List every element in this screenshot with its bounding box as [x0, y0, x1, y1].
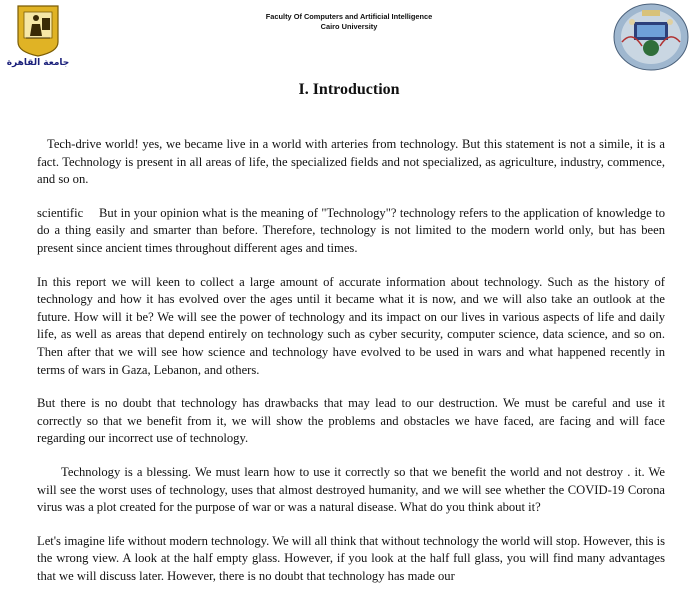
paragraph-2-text: But in your opinion what is the meaning of "Technology"? technology refers to the application of knowledge to do a thing easily and smarter than before. Therefore, technology is not limited to the modern world only, but has been present since ancient times throughout different ages and times. — [37, 205, 665, 255]
body-text — [37, 136, 665, 601]
paragraph-3: In this report we will keen to collect a large amount of accurate information about technology. Such as the history of technology and how it has evolved over the ages until it became what it is now, and we will also take an outlook at the future. How will it be? We will see the power of technology and its impact on our lives in various aspects of life and daily life, as well as areas that depend entirely on technology such as cyber security, computer science, data science, and so on. Then after that we will see how science and technology have evolved to be used in wars and what happened recently in terms of wars in Gaza, Lebanon, and others. — [37, 274, 665, 377]
faculty-line: Faculty Of Computers and Artificial Intelligence — [265, 12, 433, 21]
document-header — [0, 0, 698, 75]
paragraph-6: Let's imagine life without modern technology. We will all think that without technology the world will stop. However, this is the wrong view. A look at the half empty glass. However, if you look at the half full glass, you will find many advantages that we will discuss later. However, there is no doubt that technology has made our — [37, 533, 665, 583]
cairo-university-logo — [6, 4, 70, 68]
logo-caption: جامعة القاهرة — [6, 58, 70, 68]
faculty-logo — [612, 2, 690, 72]
paragraph-2-lead: scientific — [37, 205, 84, 220]
paragraph-5: Technology is a blessing. We must learn how to use it correctly so that we benefit the world and not destroy . it. We will see the worst uses of technology, uses that almost destroyed humanity, and we will see whether the COVID-19 Corona virus was a plot created for the purpose of war or was a natural disease. What do you think about it? — [37, 464, 665, 515]
paragraph-1: Tech-drive world! yes, we became live in a world with arteries from technology. But this statement is not a simile, it is a fact. Technology is present in all areas of life, the specialized fields and not specialized, as agriculture, industry, commence, and so on. — [37, 137, 665, 187]
section-title: I. Introduction — [298, 81, 400, 98]
paragraph-2 — [37, 205, 665, 258]
university-line: Cairo University — [320, 22, 378, 31]
faculty-heading — [210, 12, 488, 32]
paragraph-4: But there is no doubt that technology has drawbacks that may lead to our destruction. We must be careful and use it correctly so that we benefit from it, we will show the problems and obstacles we have faced, are facing and will face regarding our incorrect use of technology. — [37, 396, 665, 446]
